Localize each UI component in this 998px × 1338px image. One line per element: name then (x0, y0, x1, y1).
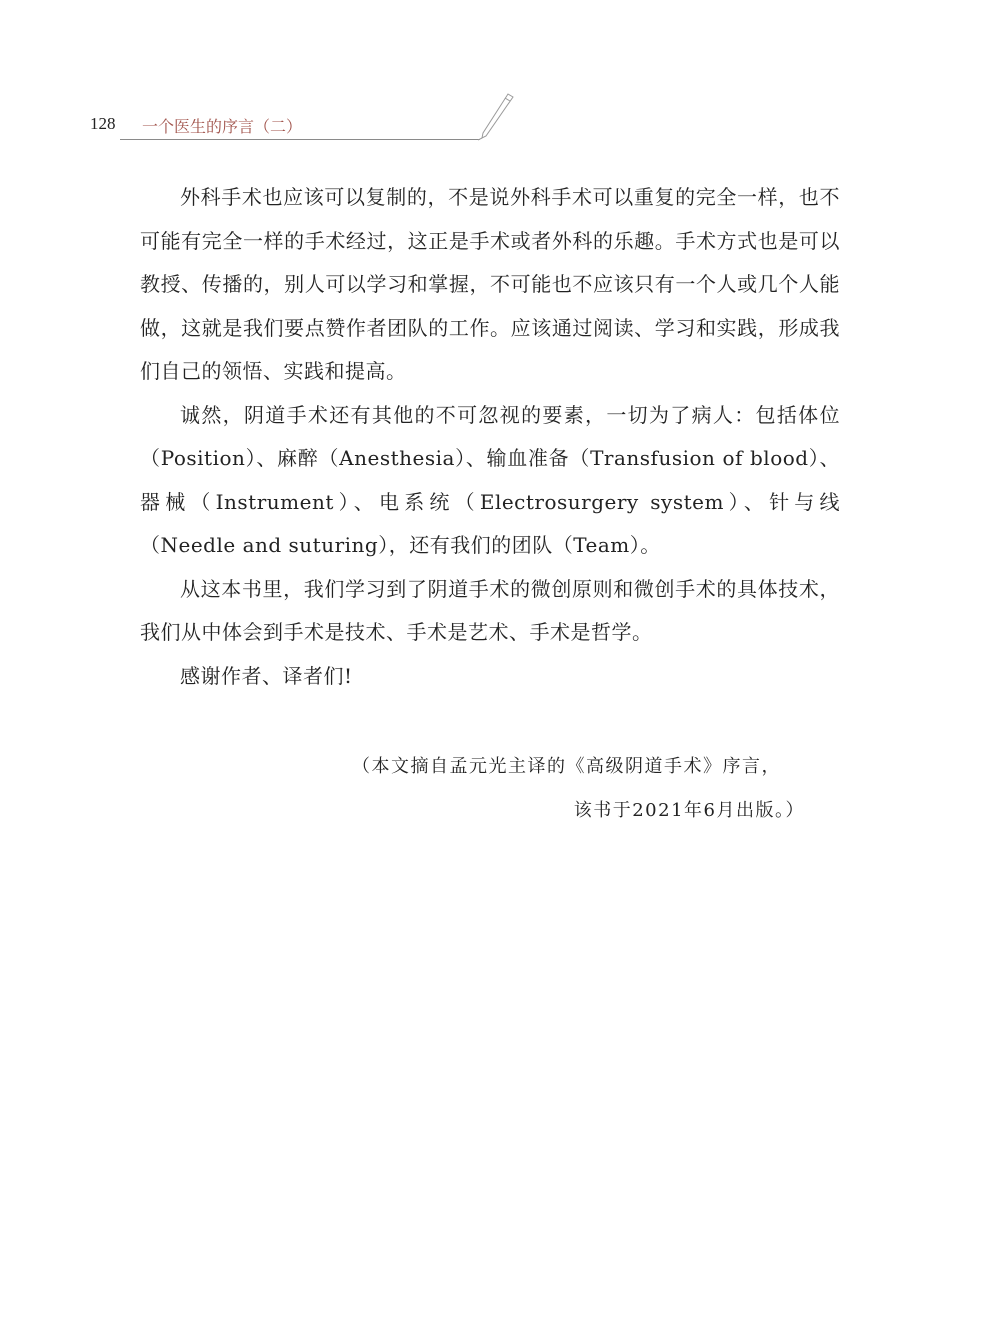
running-title: 一个医生的序言（二） (142, 117, 303, 136)
header-rule (120, 139, 480, 140)
source-attribution (300, 745, 805, 833)
attribution-line-1: （本文摘自孟元光主译的《高级阴道手术》序言， (352, 756, 781, 777)
paragraph-surgery-reproducibility: 外科手术也应该可以复制的，不是说外科手术可以重复的完全一样，也不可能有完全一样的手术经过，这正是手术或者外科的乐趣。手术方式也是可以教授、传播的，别人可以学习和掌握，不可能也不应该只有一个人或几个人能做，这就是我们要点赞作者团队的工作。应该通过阅读、学习和实践，形成我们自己的领悟、实践和提高。 (140, 185, 840, 383)
attribution-line-2: 该书于2021年6月出版。） (573, 800, 805, 821)
pen-icon (478, 92, 518, 142)
page-number: 128 (90, 114, 116, 133)
body-text (140, 176, 840, 698)
paragraph-book-learning: 从这本书里，我们学习到了阴道手术的微创原则和微创手术的具体技术，我们从中体会到手术是技术、手术是艺术、手术是哲学。 (140, 576, 840, 644)
page-header (90, 110, 530, 150)
paragraph-thanks: 感谢作者、译者们! (180, 663, 353, 688)
paragraph-surgical-elements: 诚然，阴道手术还有其他的不可忽视的要素，一切为了病人：包括体位（Position）、麻醉（Anesthesia）、输血准备（Transfusion of blood）、器械（Instrument）、电系统（Electrosurgery system）、针与线（Needle and suturing），还有我们的团队（Team）。 (140, 402, 840, 557)
